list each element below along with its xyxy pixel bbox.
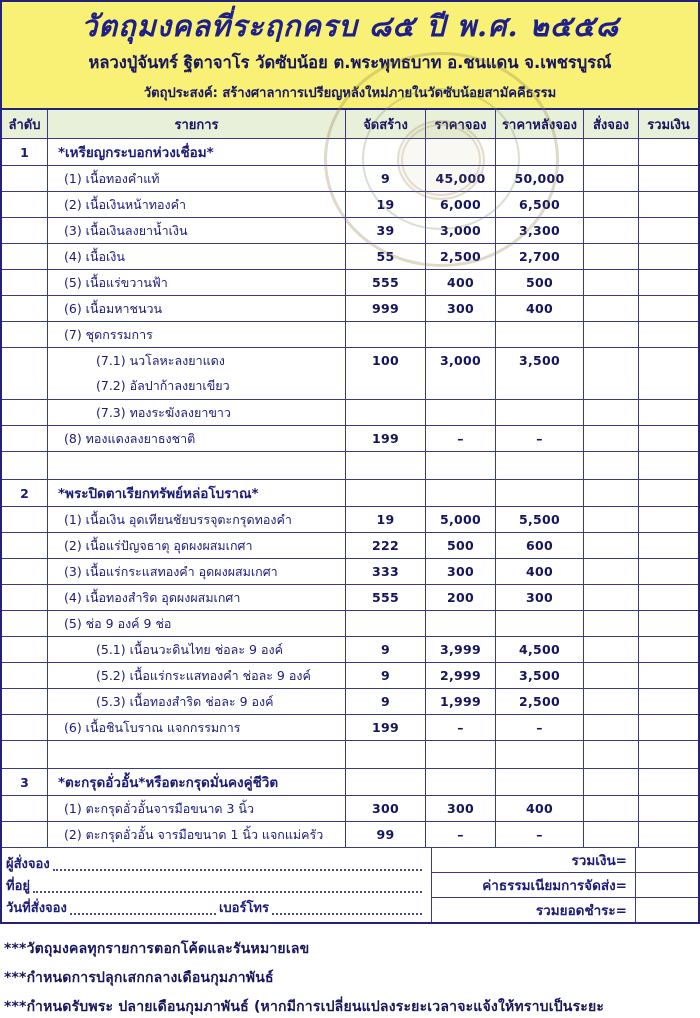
postorder-price-cell	[496, 769, 584, 795]
order-qty-cell	[584, 192, 639, 217]
column-header: สั่งจอง	[584, 110, 639, 138]
preorder-price-cell: 3,000	[426, 218, 496, 243]
postorder-price-cell: 4,500	[496, 637, 584, 662]
quantity-made-cell	[346, 400, 426, 425]
address-label: ที่อยู่	[6, 879, 30, 894]
preorder-price-cell: 6,000	[426, 192, 496, 217]
row-number-cell	[2, 533, 48, 558]
preorder-price-cell: 1,999	[426, 689, 496, 714]
total-label: รวมเงิน=	[432, 848, 636, 872]
row-number-cell	[2, 270, 48, 295]
table-row	[2, 243, 698, 269]
order-qty-cell	[584, 426, 639, 451]
empty-cell	[584, 741, 639, 768]
row-total-cell	[639, 400, 698, 425]
quantity-made-cell: 199	[346, 715, 426, 740]
summary-column	[432, 848, 698, 922]
order-form-block	[2, 847, 698, 922]
orderer-details	[2, 848, 432, 922]
row-number-cell	[2, 218, 48, 243]
quantity-made-cell: 9	[346, 166, 426, 191]
row-total-cell	[639, 373, 698, 399]
postorder-price-cell: 500	[496, 270, 584, 295]
spacer-row	[2, 740, 698, 768]
item-label-cell: (5.2) เนื้อแร่กระแสทองคำ ช่อละ 9 องค์	[48, 663, 346, 688]
table-row	[2, 636, 698, 662]
table-row	[2, 558, 698, 584]
item-label-cell: (7.2) อัลปาก้าลงยาเขียว	[48, 373, 346, 399]
quantity-made-cell: 333	[346, 559, 426, 584]
postorder-price-cell: 400	[496, 796, 584, 821]
preorder-price-cell: 300	[426, 296, 496, 321]
column-header: ราคาจอง	[426, 110, 496, 138]
order-qty-cell	[584, 400, 639, 425]
table-row	[2, 269, 698, 295]
row-number-cell	[2, 637, 48, 662]
postorder-price-cell	[496, 373, 584, 399]
date-phone-line	[6, 896, 425, 918]
order-qty-cell	[584, 559, 639, 584]
row-number-cell	[2, 507, 48, 532]
preorder-price-cell: –	[426, 426, 496, 451]
empty-cell	[48, 452, 346, 479]
item-label-cell: (2) เนื้อเงินหน้าทองคำ	[48, 192, 346, 217]
order-qty-cell	[584, 270, 639, 295]
row-number-cell	[2, 689, 48, 714]
order-qty-cell	[584, 507, 639, 532]
preorder-price-cell: 200	[426, 585, 496, 610]
quantity-made-cell: 55	[346, 244, 426, 269]
spacer-row	[2, 451, 698, 479]
table-row	[2, 347, 698, 373]
table-row	[2, 821, 698, 847]
quantity-made-cell: 555	[346, 585, 426, 610]
postorder-price-cell	[496, 611, 584, 636]
quantity-made-cell: 39	[346, 218, 426, 243]
row-total-cell	[639, 244, 698, 269]
phone-label: เบอร์โทร	[218, 901, 269, 916]
item-label-cell: *พระปิดตาเรียกทรัพย์หล่อโบราณ*	[48, 480, 346, 506]
preorder-price-cell	[426, 373, 496, 399]
row-total-cell	[639, 559, 698, 584]
postorder-price-cell: 300	[496, 585, 584, 610]
row-total-cell	[639, 585, 698, 610]
postorder-price-cell: 50,000	[496, 166, 584, 191]
row-total-cell	[639, 663, 698, 688]
preorder-price-cell: –	[426, 715, 496, 740]
orderer-label: ผู้สั่งจอง	[6, 857, 50, 872]
preorder-price-cell: 3,000	[426, 348, 496, 373]
row-total-cell	[639, 166, 698, 191]
quantity-made-cell	[346, 139, 426, 165]
postorder-price-cell: –	[496, 426, 584, 451]
item-label-cell: (5) เนื้อแร่ขวานฟ้า	[48, 270, 346, 295]
item-label-cell: (3) เนื้อแร่กระแสทองคำ อุดผงผสมเกศา	[48, 559, 346, 584]
row-total-cell	[639, 715, 698, 740]
table-row	[2, 688, 698, 714]
order-qty-cell	[584, 533, 639, 558]
item-label-cell: (4) เนื้อเงิน	[48, 244, 346, 269]
preorder-price-cell	[426, 322, 496, 347]
row-total-cell	[639, 348, 698, 373]
row-total-cell	[639, 480, 698, 506]
postorder-price-cell: 400	[496, 559, 584, 584]
row-total-cell	[639, 218, 698, 243]
empty-cell	[426, 452, 496, 479]
item-label-cell: (7.3) ทองระฆังลงยาขาว	[48, 400, 346, 425]
table-row	[2, 191, 698, 217]
postorder-price-cell: 400	[496, 296, 584, 321]
row-total-cell	[639, 296, 698, 321]
row-total-cell	[639, 689, 698, 714]
row-number-cell	[2, 322, 48, 347]
shipping-fee-label: ค่าธรรมเนียมการจัดส่ง=	[432, 873, 636, 897]
table-row	[2, 662, 698, 688]
postorder-price-cell: 600	[496, 533, 584, 558]
postorder-price-cell: 2,700	[496, 244, 584, 269]
orderer-fill-line	[53, 869, 422, 871]
item-label-cell: (1) ตะกรุดอั่วอั้นจารมือขนาด 3 นิ้ว	[48, 796, 346, 821]
postorder-price-cell	[496, 322, 584, 347]
table-row	[2, 506, 698, 532]
order-qty-cell	[584, 296, 639, 321]
table-row	[2, 425, 698, 451]
preorder-price-cell: 500	[426, 533, 496, 558]
row-number-cell	[2, 400, 48, 425]
row-total-cell	[639, 322, 698, 347]
row-total-cell	[639, 192, 698, 217]
order-qty-cell	[584, 715, 639, 740]
row-total-cell	[639, 822, 698, 847]
row-total-cell	[639, 270, 698, 295]
empty-cell	[496, 741, 584, 768]
table-row	[2, 714, 698, 740]
column-header: รวมเงิน	[647, 117, 690, 133]
postorder-price-cell	[496, 139, 584, 165]
item-label-cell: (5) ช่อ 9 องค์ 9 ช่อ	[48, 611, 346, 636]
row-number-cell	[2, 348, 48, 373]
row-total-cell	[639, 611, 698, 636]
row-total-cell	[639, 426, 698, 451]
row-total-cell	[639, 637, 698, 662]
row-number-cell	[2, 822, 48, 847]
address-line	[6, 874, 425, 896]
item-label-cell: (3) เนื้อเงินลงยาน้ำเงิน	[48, 218, 346, 243]
quantity-made-cell	[346, 373, 426, 399]
table-row	[2, 532, 698, 558]
row-total-cell	[639, 796, 698, 821]
table-row	[2, 399, 698, 425]
footnotes-section	[0, 924, 700, 1018]
order-qty-cell	[584, 322, 639, 347]
table-row	[2, 610, 698, 636]
preorder-price-cell: –	[426, 822, 496, 847]
item-label-cell: (7) ชุดกรรมการ	[48, 322, 346, 347]
grand-total-label: รวมยอดชำระ=	[432, 898, 636, 922]
order-qty-cell	[584, 244, 639, 269]
order-qty-cell	[584, 663, 639, 688]
order-qty-cell	[584, 822, 639, 847]
table-row	[2, 795, 698, 821]
order-date-fill-line	[70, 913, 216, 915]
preorder-price-cell	[426, 480, 496, 506]
order-qty-cell	[584, 585, 639, 610]
quantity-made-cell: 555	[346, 270, 426, 295]
order-qty-cell	[584, 611, 639, 636]
column-header: ลำดับ	[2, 110, 48, 138]
preorder-price-cell: 300	[426, 559, 496, 584]
empty-cell	[346, 741, 426, 768]
item-label-cell: (1) เนื้อทองคำแท้	[48, 166, 346, 191]
quantity-made-cell: 9	[346, 637, 426, 662]
preorder-price-cell	[426, 769, 496, 795]
note-line: ***กำหนดการปลุกเสกกลางเดือนกุมภาพันธ์	[4, 970, 274, 986]
order-table	[2, 110, 698, 847]
table-header-row	[2, 110, 698, 138]
shipping-fee-value-cell	[636, 873, 698, 897]
row-number-cell	[2, 585, 48, 610]
postorder-price-cell: 3,300	[496, 218, 584, 243]
row-number-cell: 3	[2, 769, 48, 795]
item-label-cell: (2) เนื้อแร่ปัญจธาตุ อุดผงผสมเกศา	[48, 533, 346, 558]
preorder-price-cell	[426, 611, 496, 636]
row-number-cell	[2, 611, 48, 636]
item-label-cell: *เหรียญกระบอกห่วงเชื่อม*	[48, 139, 346, 165]
quantity-made-cell: 222	[346, 533, 426, 558]
temple-subtitle: หลวงปู่จันทร์ ฐิตาจาโร วัดซับน้อย ต.พระพุทธบาท อ.ชนแดน จ.เพชรบูรณ์	[88, 53, 612, 73]
empty-cell	[2, 452, 48, 479]
table-row	[2, 321, 698, 347]
row-number-cell	[2, 715, 48, 740]
quantity-made-cell	[346, 322, 426, 347]
note-line: ***วัตถุมงคลทุกรายการตอกโค้ดและรันหมายเลข	[4, 941, 310, 957]
postorder-price-cell: 5,500	[496, 507, 584, 532]
row-number-cell	[2, 296, 48, 321]
preorder-price-cell: 2,999	[426, 663, 496, 688]
phone-fill-line	[272, 913, 422, 915]
order-qty-cell	[584, 769, 639, 795]
quantity-made-cell: 100	[346, 348, 426, 373]
order-qty-cell	[584, 796, 639, 821]
postorder-price-cell	[496, 480, 584, 506]
postorder-price-cell: –	[496, 822, 584, 847]
row-total-cell	[639, 769, 698, 795]
empty-cell	[2, 741, 48, 768]
table-row	[2, 373, 698, 399]
empty-cell	[639, 741, 698, 768]
column-header: จัดสร้าง	[346, 110, 426, 138]
row-number-cell: 1	[2, 139, 48, 165]
order-qty-cell	[584, 480, 639, 506]
orderer-line	[6, 852, 425, 874]
page-title: วัตถุมงคลที่ระฤกครบ ๘๕ ปี พ.ศ. ๒๕๕๘	[80, 9, 620, 43]
quantity-made-cell: 99	[346, 822, 426, 847]
quantity-made-cell: 199	[346, 426, 426, 451]
row-number-cell	[2, 663, 48, 688]
postorder-price-cell: –	[496, 715, 584, 740]
preorder-price-cell: 400	[426, 270, 496, 295]
quantity-made-cell	[346, 480, 426, 506]
quantity-made-cell: 19	[346, 192, 426, 217]
summary-total-row	[432, 848, 698, 872]
row-number-cell	[2, 244, 48, 269]
address-fill-line	[33, 891, 422, 893]
preorder-price-cell: 5,000	[426, 507, 496, 532]
preorder-price-cell	[426, 139, 496, 165]
preorder-price-cell: 2,500	[426, 244, 496, 269]
item-label-cell: (6) เนื้อชินโบราณ แจกกรรมการ	[48, 715, 346, 740]
column-header: ราคาหลังจอง	[496, 110, 584, 138]
row-number-cell	[2, 166, 48, 191]
table-row	[2, 165, 698, 191]
item-label-cell: (5.3) เนื้อทองสำริด ช่อละ 9 องค์	[48, 689, 346, 714]
empty-cell	[426, 741, 496, 768]
note-line: ***กำหนดรับพระ ปลายเดือนกุมภาพันธ์ (หากมีการเปลี่ยนแปลงระยะเวลาจะแจ้งให้ทราบเป็นระยะ	[4, 999, 605, 1015]
row-number-cell	[2, 426, 48, 451]
table-row	[2, 295, 698, 321]
summary-grand-total-row	[432, 897, 698, 922]
total-value-cell	[636, 848, 698, 872]
postorder-price-cell: 3,500	[496, 663, 584, 688]
table-row	[2, 584, 698, 610]
row-number-cell	[2, 373, 48, 399]
item-label-cell: (5.1) เนื้อนวะดินไทย ช่อละ 9 องค์	[48, 637, 346, 662]
preorder-price-cell: 3,999	[426, 637, 496, 662]
row-total-cell	[639, 533, 698, 558]
header-band	[2, 2, 698, 110]
row-number-cell	[2, 559, 48, 584]
order-qty-cell	[584, 373, 639, 399]
empty-cell	[584, 452, 639, 479]
item-label-cell: (1) เนื้อเงิน อุดเทียนชัยบรรจุตะกรุดทองคำ	[48, 507, 346, 532]
quantity-made-cell: 9	[346, 663, 426, 688]
empty-cell	[48, 741, 346, 768]
row-number-cell: 2	[2, 480, 48, 506]
preorder-price-cell	[426, 400, 496, 425]
item-label-cell: (4) เนื้อทองสำริด อุดผงผสมเกศา	[48, 585, 346, 610]
preorder-price-cell: 45,000	[426, 166, 496, 191]
order-qty-cell	[584, 139, 639, 165]
empty-cell	[639, 452, 698, 479]
quantity-made-cell: 300	[346, 796, 426, 821]
column-header: รายการ	[48, 110, 346, 138]
preorder-price-cell: 300	[426, 796, 496, 821]
section-row	[2, 768, 698, 795]
empty-cell	[346, 452, 426, 479]
order-qty-cell	[584, 637, 639, 662]
postorder-price-cell: 6,500	[496, 192, 584, 217]
order-qty-cell	[584, 348, 639, 373]
quantity-made-cell	[346, 769, 426, 795]
quantity-made-cell	[346, 611, 426, 636]
order-date-label: วันที่สั่งจอง	[6, 901, 67, 916]
postorder-price-cell: 3,500	[496, 348, 584, 373]
quantity-made-cell: 9	[346, 689, 426, 714]
postorder-price-cell: 2,500	[496, 689, 584, 714]
table-row	[2, 217, 698, 243]
quantity-made-cell: 999	[346, 296, 426, 321]
order-qty-cell	[584, 218, 639, 243]
row-number-cell	[2, 192, 48, 217]
item-label-cell: (8) ทองแดงลงยาธงชาติ	[48, 426, 346, 451]
empty-cell	[496, 452, 584, 479]
row-total-cell	[639, 507, 698, 532]
item-label-cell: (6) เนื้อมหาชนวน	[48, 296, 346, 321]
item-label-cell: (7.1) นวโลหะลงยาแดง	[48, 348, 346, 373]
grand-total-value-cell	[636, 898, 698, 922]
section-row	[2, 138, 698, 165]
item-label-cell: *ตะกรุดอั่วอั้น*หรือตะกรุดมั่นคงคู่ชีวิต	[48, 769, 346, 795]
order-qty-cell	[584, 689, 639, 714]
postorder-price-cell	[496, 400, 584, 425]
summary-shipping-row	[432, 872, 698, 897]
purpose-line: วัตถุประสงค์: สร้างศาลาการเปรียญหลังใหม่ภายในวัดซับน้อยสามัคคีธรรม	[143, 86, 557, 102]
row-total-cell	[639, 139, 698, 165]
order-qty-cell	[584, 166, 639, 191]
quantity-made-cell: 19	[346, 507, 426, 532]
section-row	[2, 479, 698, 506]
row-number-cell	[2, 796, 48, 821]
item-label-cell: (2) ตะกรุดอั่วอั้น จารมือขนาด 1 นิ้ว แจกแม่ครัว	[48, 822, 346, 847]
